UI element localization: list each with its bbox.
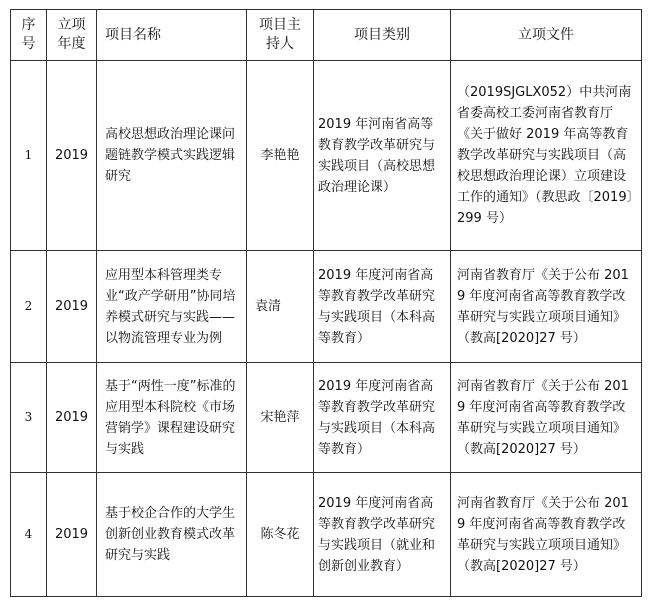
cell-year: 2019 (47, 473, 97, 597)
cell-year: 2019 (47, 363, 97, 473)
cell-host: 陈冬花 (247, 473, 314, 597)
header-doc: 立项文件 (451, 10, 642, 61)
cell-seq: 4 (11, 473, 47, 597)
header-name: 项目名称 (97, 10, 247, 61)
cell-type: 2019 年河南省高等教育教学改革研究与实践项目（高校思想政治理论课） (314, 61, 451, 251)
cell-host: 宋艳萍 (247, 363, 314, 473)
cell-host: 李艳艳 (247, 61, 314, 251)
cell-host: 袁清 (247, 251, 314, 363)
cell-type: 2019 年度河南省高等教育教学改革研究与实践项目（本科高等教育） (314, 251, 451, 363)
header-year: 立项 年度 (47, 10, 97, 61)
table-row (11, 61, 642, 251)
cell-year: 2019 (47, 61, 97, 251)
cell-name: 基于校企合作的大学生创新创业教育模式改革研究与实践 (97, 473, 247, 597)
cell-doc: 河南省教育厅《关于公布 2019 年度河南省高等教育教学改革研究与实践立项项目通知》（教高[2020]27 号） (451, 473, 642, 597)
cell-doc: 河南省教育厅《关于公布 2019 年度河南省高等教育教学改革研究与实践立项项目通知》（教高[2020]27 号） (451, 363, 642, 473)
cell-seq: 1 (11, 61, 47, 251)
cell-name: 基于“两性一度”标准的应用型本科院校《市场营销学》课程建设研究与实践 (97, 363, 247, 473)
cell-doc: （2019SJGLX052）中共河南省委高校工委河南省教育厅《关于做好 2019 年高等教育教学改革研究与实践项目（高校思想政治理论课）立项建设工作的通知》（教思政〔2019〕299 号） (451, 61, 642, 251)
table-row (11, 251, 642, 363)
cell-seq: 3 (11, 363, 47, 473)
header-type: 项目类别 (314, 10, 451, 61)
cell-type: 2019 年度河南省高等教育教学改革研究与实践项目（就业和创新创业教育） (314, 473, 451, 597)
project-table (10, 9, 642, 597)
header-row (11, 10, 642, 61)
cell-type: 2019 年度河南省高等教育教学改革研究与实践项目（本科高等教育） (314, 363, 451, 473)
cell-doc: 河南省教育厅《关于公布 2019 年度河南省高等教育教学改革研究与实践立项项目通知》（教高[2020]27 号） (451, 251, 642, 363)
cell-seq: 2 (11, 251, 47, 363)
header-seq: 序 号 (11, 10, 47, 61)
cell-name: 高校思想政治理论课问题链教学模式实践逻辑研究 (97, 61, 247, 251)
table-row (11, 473, 642, 597)
table-row (11, 363, 642, 473)
header-host: 项目主 持人 (247, 10, 314, 61)
cell-name: 应用型本科管理类专业“政产学研用”协同培养模式研究与实践——以物流管理专业为例 (97, 251, 247, 363)
cell-year: 2019 (47, 251, 97, 363)
